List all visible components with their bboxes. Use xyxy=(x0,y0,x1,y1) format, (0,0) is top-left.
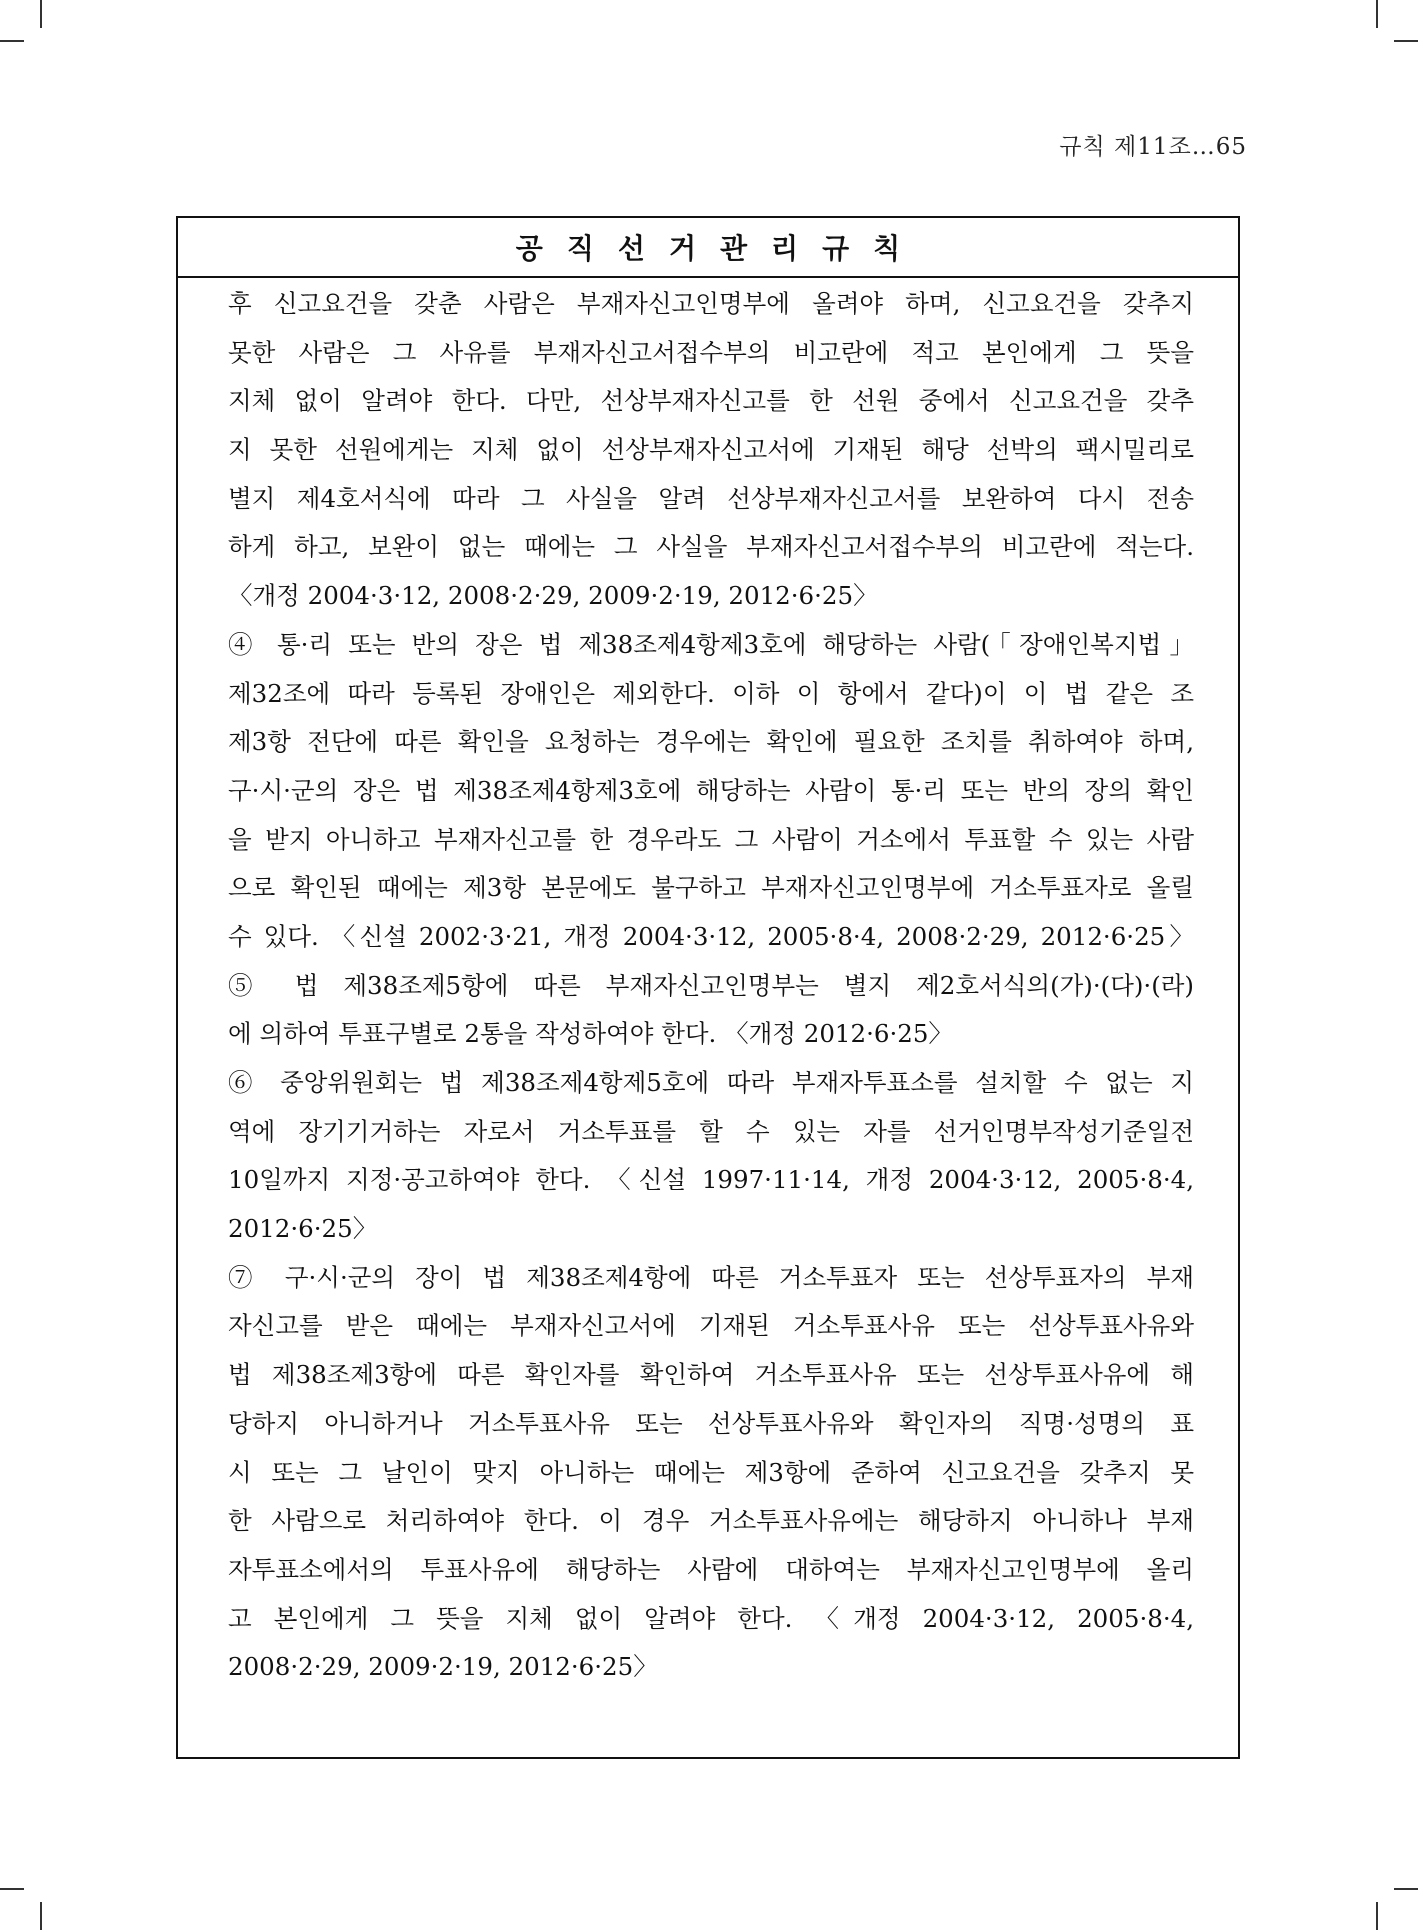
crop-mark-bottom-left-vertical xyxy=(40,1902,42,1930)
paragraph-7-line: ⑦ 구·시·군의 장이 법 제38조제4항에 따른 거소투표자 또는 선상투표자의 부재 xyxy=(228,1262,1194,1292)
amendment-note: 고 본인에게 그 뜻을 지체 없이 알려야 한다. 〈개정 2004·3·12, 2005·8·4, xyxy=(228,1603,1194,1633)
text-line: 역에 장기기거하는 자로서 거소투표를 할 수 있는 자를 선거인명부작성기준일전 xyxy=(228,1116,1194,1146)
text-line: 하게 하고, 보완이 없는 때에는 그 사실을 부재자신고서접수부의 비고란에 적는다. xyxy=(228,532,1194,562)
text-line: 지체 없이 알려야 한다. 다만, 선상부재자신고를 한 선원 중에서 신고요건을 갖추 xyxy=(228,386,1194,416)
text-line: 지 못한 선원에게는 지체 없이 선상부재자신고서에 기재된 해당 선박의 팩시밀리로 xyxy=(228,435,1194,465)
text-line: 자투표소에서의 투표사유에 해당하는 사람에 대하여는 부재자신고인명부에 올리 xyxy=(228,1554,1194,1584)
amendment-note: 2008·2·29, 2009·2·19, 2012·6·25〉 xyxy=(228,1652,658,1682)
amendment-note: 〈개정 2004·3·12, 2008·2·29, 2009·2·19, 2012·6·25〉 xyxy=(228,581,878,611)
text-line: 법 제38조제3항에 따른 확인자를 확인하여 거소투표사유 또는 선상투표사유에 해 xyxy=(228,1360,1194,1390)
text-line: 별지 제4호서식에 따라 그 사실을 알려 선상부재자신고서를 보완하여 다시 전송 xyxy=(228,483,1194,513)
crop-mark-top-right-horizontal xyxy=(1394,40,1418,42)
text-line: 시 또는 그 날인이 맞지 아니하는 때에는 제3항에 준하여 신고요건을 갖추지 못 xyxy=(228,1457,1194,1487)
amendment-note: 10일까지 지정·공고하여야 한다. 〈신설 1997·11·14, 개정 2004·3·12, 2005·8·4, xyxy=(228,1165,1194,1195)
amendment-note: 에 의하여 투표구별로 2통을 작성하여야 한다. 〈개정 2012·6·25〉 xyxy=(228,1019,953,1049)
text-line: 당하지 아니하거나 거소투표사유 또는 선상투표사유와 확인자의 직명·성명의 표 xyxy=(228,1408,1194,1438)
crop-mark-bottom-right-vertical xyxy=(1376,1902,1378,1930)
amendment-note: 2012·6·25〉 xyxy=(228,1214,378,1244)
paragraph-4-line: ④ 통·리 또는 반의 장은 법 제38조제4항제3호에 해당하는 사람(「장애인복지법」 xyxy=(228,629,1194,659)
regulation-frame xyxy=(176,216,1240,1759)
crop-mark-bottom-left-horizontal xyxy=(0,1888,24,1890)
crop-mark-top-left-horizontal xyxy=(0,40,24,42)
paragraph-5-line: ⑤ 법 제38조제5항에 따른 부재자신고인명부는 별지 제2호서식의(가)·(다)·(라) xyxy=(228,970,1194,1000)
text-line: 자신고를 받은 때에는 부재자신고서에 기재된 거소투표사유 또는 선상투표사유와 xyxy=(228,1311,1194,1341)
frame-title: 공직선거관리규칙 xyxy=(178,218,1238,278)
text-line: 을 받지 아니하고 부재자신고를 한 경우라도 그 사람이 거소에서 투표할 수 있는 사람 xyxy=(228,824,1194,854)
running-head: 규칙 제11조…65 xyxy=(1059,134,1247,160)
text-line: 제32조에 따라 등록된 장애인은 제외한다. 이하 이 항에서 같다)이 이 법 같은 조 xyxy=(228,678,1194,708)
text-line: 으로 확인된 때에는 제3항 본문에도 불구하고 부재자신고인명부에 거소투표자로 올릴 xyxy=(228,873,1194,903)
amendment-note: 수 있다. 〈신설 2002·3·21, 개정 2004·3·12, 2005·8·4, 2008·2·29, 2012·6·25〉 xyxy=(228,921,1194,951)
frame-body xyxy=(178,280,1238,1692)
crop-mark-bottom-right-horizontal xyxy=(1394,1888,1418,1890)
text-line: 구·시·군의 장은 법 제38조제4항제3호에 해당하는 사람이 통·리 또는 반의 장의 확인 xyxy=(228,775,1194,805)
text-line: 한 사람으로 처리하여야 한다. 이 경우 거소투표사유에는 해당하지 아니하나 부재 xyxy=(228,1506,1194,1536)
paragraph-6-line: ⑥ 중앙위원회는 법 제38조제4항제5호에 따라 부재자투표소를 설치할 수 없는 지 xyxy=(228,1068,1194,1097)
text-line: 후 신고요건을 갖춘 사람은 부재자신고인명부에 올려야 하며, 신고요건을 갖추지 xyxy=(228,289,1194,318)
text-line: 제3항 전단에 따른 확인을 요청하는 경우에는 확인에 필요한 조치를 취하여야 하며, xyxy=(228,727,1194,757)
text-line: 못한 사람은 그 사유를 부재자신고서접수부의 비고란에 적고 본인에게 그 뜻을 xyxy=(228,337,1194,367)
crop-mark-top-right-vertical xyxy=(1376,0,1378,28)
crop-mark-top-left-vertical xyxy=(40,0,42,28)
